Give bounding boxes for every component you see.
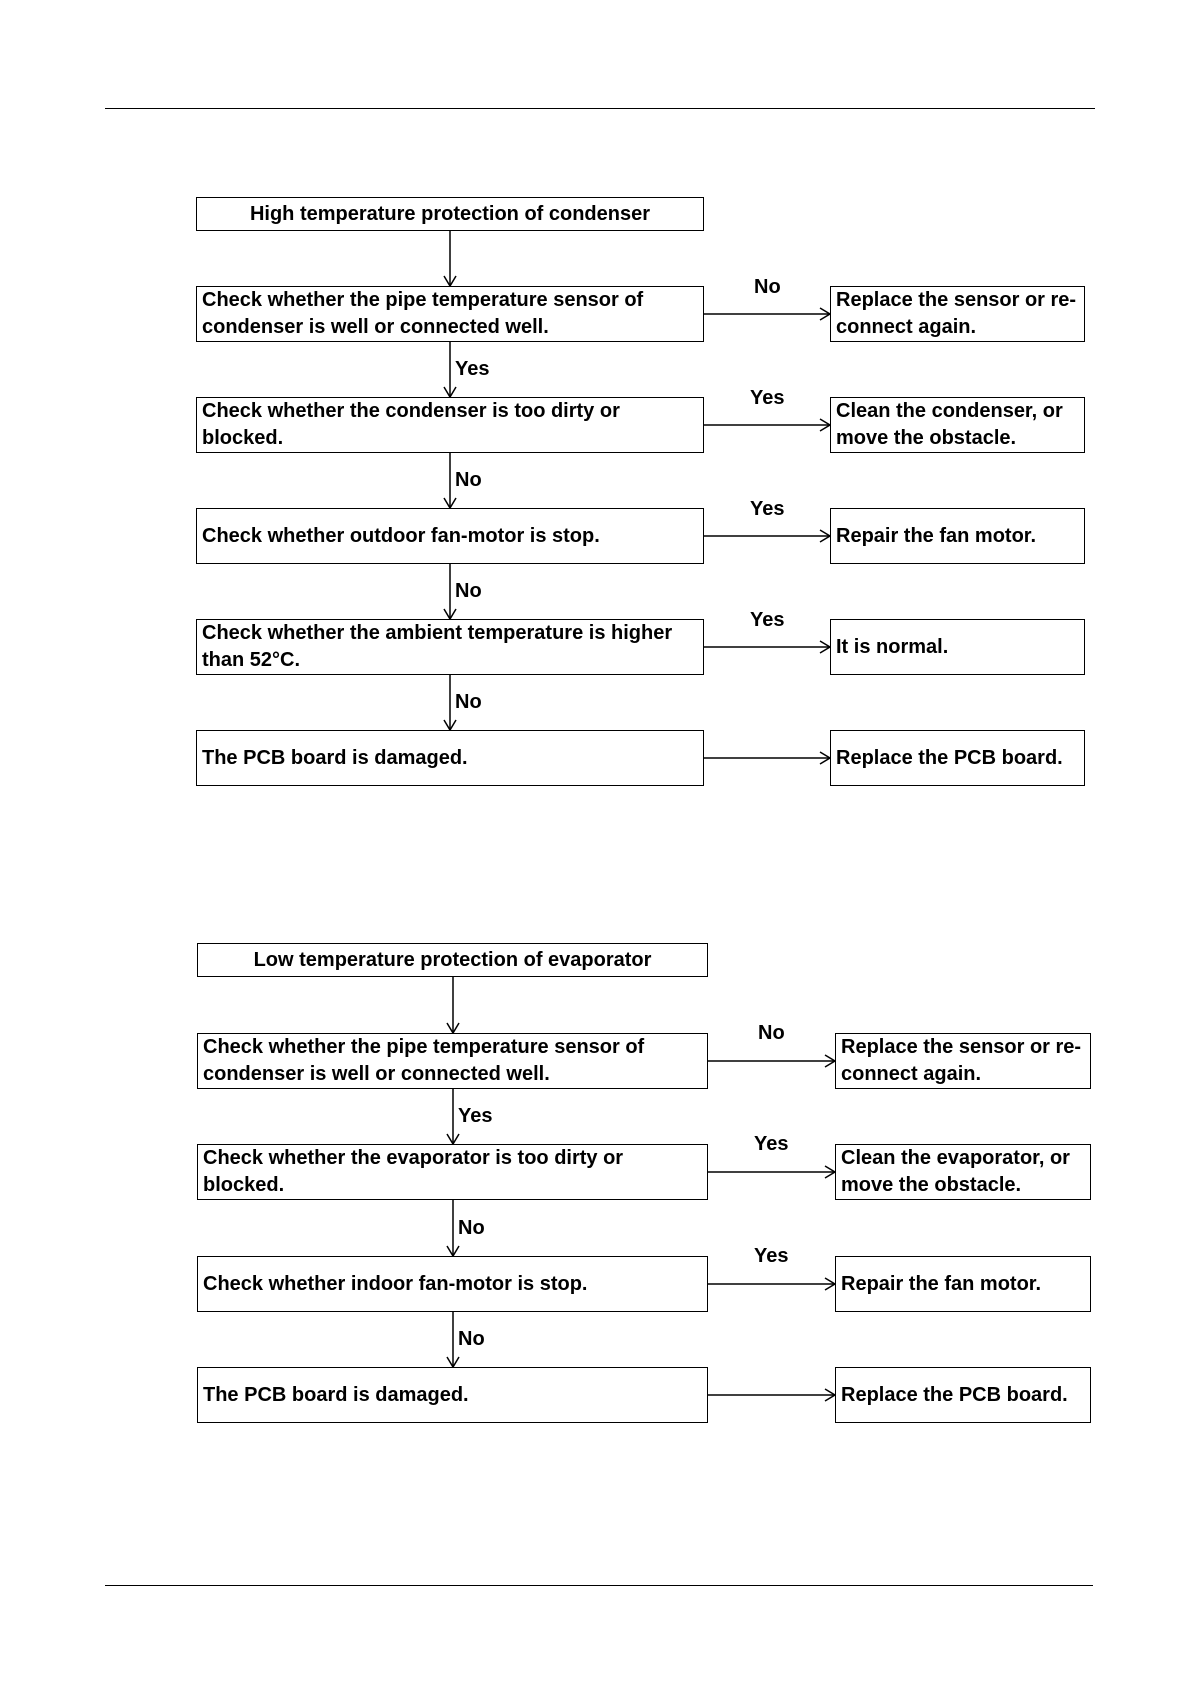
evaporator-action-2: Clean the evaporator, or move the obstacle. bbox=[835, 1144, 1091, 1200]
condenser-action-4: It is normal. bbox=[830, 619, 1085, 675]
condenser-down-label-2: No bbox=[455, 469, 482, 491]
condenser-side-label-2: Yes bbox=[750, 387, 785, 409]
condenser-action-2: Clean the condenser, or move the obstacle. bbox=[830, 397, 1085, 453]
evaporator-title-box bbox=[197, 943, 708, 977]
evaporator-check-1: Check whether the pipe temperature sensor of condenser is well or connected well. bbox=[197, 1033, 708, 1089]
evaporator-action-1: Replace the sensor or re-connect again. bbox=[835, 1033, 1091, 1089]
condenser-action-5: Replace the PCB board. bbox=[830, 730, 1085, 786]
condenser-down-label-3: No bbox=[455, 580, 482, 602]
condenser-check-3: Check whether outdoor fan-motor is stop. bbox=[196, 508, 704, 564]
condenser-down-label-1: Yes bbox=[455, 358, 490, 380]
condenser-action-1: Replace the sensor or re-connect again. bbox=[830, 286, 1085, 342]
condenser-title: High temperature protection of condenser bbox=[249, 202, 651, 225]
evaporator-check-3: Check whether indoor fan-motor is stop. bbox=[197, 1256, 708, 1312]
evaporator-down-label-3: No bbox=[458, 1328, 485, 1350]
evaporator-side-label-2: Yes bbox=[754, 1133, 789, 1155]
condenser-side-label-3: Yes bbox=[750, 498, 785, 520]
condenser-side-label-4: Yes bbox=[750, 609, 785, 631]
evaporator-check-2: Check whether the evaporator is too dirty or blocked. bbox=[197, 1144, 708, 1200]
condenser-check-4: Check whether the ambient temperature is higher than 52°C. bbox=[196, 619, 704, 675]
evaporator-down-label-2: No bbox=[458, 1217, 485, 1239]
condenser-action-3: Repair the fan motor. bbox=[830, 508, 1085, 564]
condenser-check-1: Check whether the pipe temperature sensor of condenser is well or connected well. bbox=[196, 286, 704, 342]
evaporator-side-label-1: No bbox=[758, 1022, 785, 1044]
evaporator-side-label-3: Yes bbox=[754, 1245, 789, 1267]
evaporator-action-3: Repair the fan motor. bbox=[835, 1256, 1091, 1312]
condenser-check-2: Check whether the condenser is too dirty or blocked. bbox=[196, 397, 704, 453]
evaporator-check-4: The PCB board is damaged. bbox=[197, 1367, 708, 1423]
evaporator-action-4: Replace the PCB board. bbox=[835, 1367, 1091, 1423]
condenser-check-5: The PCB board is damaged. bbox=[196, 730, 704, 786]
condenser-side-label-1: No bbox=[754, 276, 781, 298]
evaporator-down-label-1: Yes bbox=[458, 1105, 493, 1127]
condenser-down-label-4: No bbox=[455, 691, 482, 713]
evaporator-title: Low temperature protection of evaporator bbox=[253, 948, 652, 971]
condenser-title-box bbox=[196, 197, 704, 231]
